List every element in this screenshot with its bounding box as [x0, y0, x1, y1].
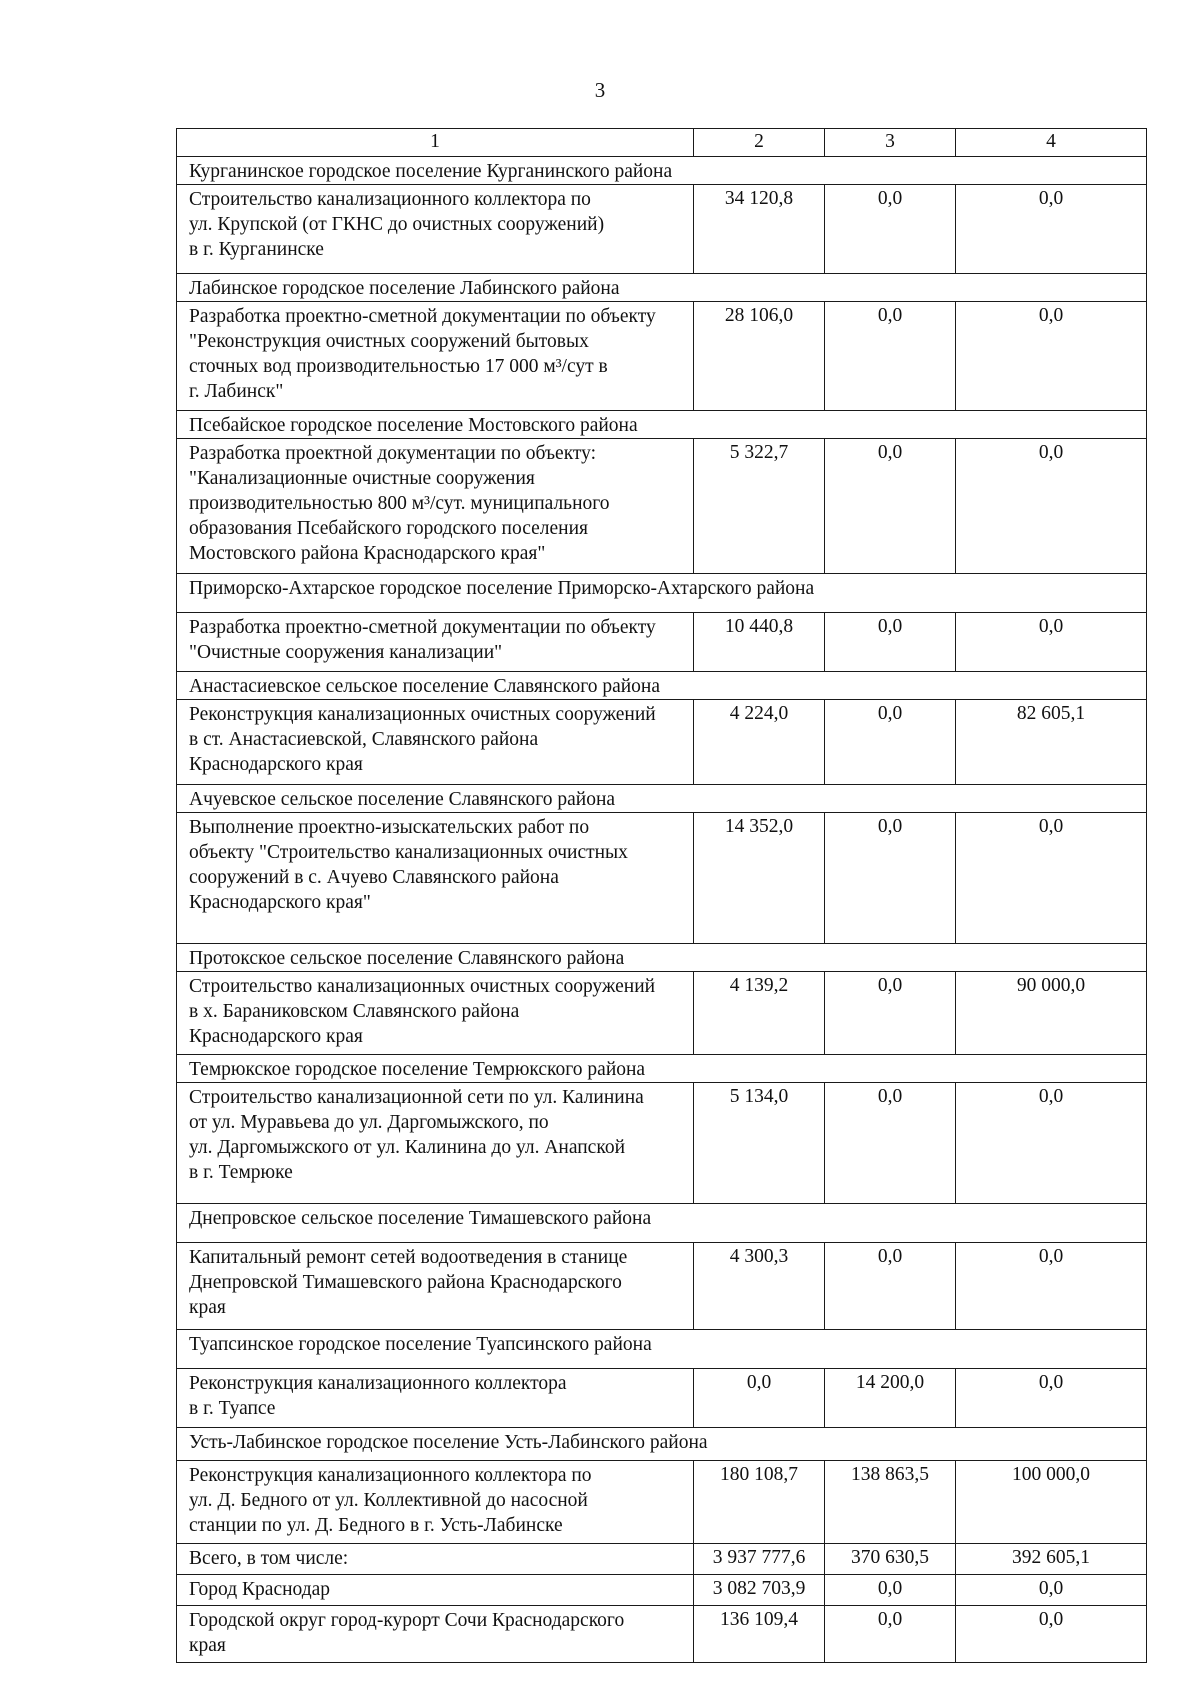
- description-line: производительностью 800 м³/сут. муниципального: [189, 493, 610, 514]
- description-line: сооружений в с. Ачуево Славянского района: [189, 867, 559, 888]
- section-title: Лабинское городское поселение Лабинского района: [177, 274, 1147, 302]
- value-col-2: 136 109,4: [694, 1606, 825, 1663]
- description-line: в г. Темрюке: [189, 1162, 293, 1183]
- value-col-2: 180 108,7: [694, 1461, 825, 1544]
- description-line: станции по ул. Д. Бедного в г. Усть-Лабинске: [189, 1515, 563, 1536]
- value-col-3: 0,0: [825, 439, 956, 574]
- description-line: в г. Туапсе: [189, 1398, 276, 1419]
- value-col-2: 3 082 703,9: [694, 1575, 825, 1606]
- table-row: [177, 439, 1147, 574]
- value-col-4: 0,0: [956, 813, 1147, 944]
- description-line: в г. Курганинске: [189, 239, 324, 260]
- value-col-4: 0,0: [956, 1083, 1147, 1204]
- value-col-4: 0,0: [956, 302, 1147, 411]
- item-description: [177, 185, 694, 274]
- description-line: Строительство канализационных очистных сооружений: [189, 976, 656, 997]
- value-col-3: 0,0: [825, 813, 956, 944]
- item-description: [177, 972, 694, 1055]
- table-row: [177, 1544, 1147, 1575]
- description-line: Строительство канализационной сети по ул. Калинина: [189, 1087, 644, 1108]
- table-row: [177, 1083, 1147, 1204]
- header-col-3: 3: [825, 129, 956, 157]
- value-col-2: 0,0: [694, 1369, 825, 1428]
- table-header-row: [177, 129, 1147, 157]
- section-title: Ачуевское сельское поселение Славянского района: [177, 785, 1147, 813]
- item-description: [177, 1575, 694, 1606]
- value-col-3: 0,0: [825, 1606, 956, 1663]
- table-row: [177, 972, 1147, 1055]
- description-line: Всего, в том числе:: [189, 1548, 349, 1569]
- section-row: [177, 574, 1147, 613]
- budget-table: [176, 128, 1147, 1663]
- table-row: [177, 302, 1147, 411]
- description-line: "Канализационные очистные сооружения: [189, 468, 535, 489]
- item-description: [177, 1083, 694, 1204]
- value-col-4: 0,0: [956, 1606, 1147, 1663]
- item-description: [177, 813, 694, 944]
- item-description: [177, 1461, 694, 1544]
- description-line: Реконструкция канализационных очистных сооружений: [189, 704, 656, 725]
- description-line: Разработка проектно-сметной документации по объекту: [189, 617, 656, 638]
- section-title: Днепровское сельское поселение Тимашевского района: [177, 1204, 1147, 1243]
- description-line: Строительство канализационного коллектора по: [189, 189, 591, 210]
- value-col-3: 370 630,5: [825, 1544, 956, 1575]
- item-description: [177, 1606, 694, 1663]
- value-col-3: 0,0: [825, 302, 956, 411]
- section-title: Протокское сельское поселение Славянского района: [177, 944, 1147, 972]
- section-row: [177, 1330, 1147, 1369]
- value-col-4: 392 605,1: [956, 1544, 1147, 1575]
- description-line: Капитальный ремонт сетей водоотведения в станице: [189, 1247, 628, 1268]
- header-col-4: 4: [956, 129, 1147, 157]
- value-col-3: 0,0: [825, 1243, 956, 1330]
- table-row: [177, 813, 1147, 944]
- value-col-4: 0,0: [956, 1369, 1147, 1428]
- description-line: "Очистные сооружения канализации": [189, 642, 503, 663]
- description-line: образования Псебайского городского поселения: [189, 518, 588, 539]
- value-col-2: 4 300,3: [694, 1243, 825, 1330]
- section-row: [177, 1428, 1147, 1461]
- item-description: [177, 700, 694, 785]
- table-row: [177, 613, 1147, 672]
- section-row: [177, 785, 1147, 813]
- description-line: Краснодарского края: [189, 1026, 363, 1047]
- section-title: Туапсинское городское поселение Туапсинского района: [177, 1330, 1147, 1369]
- description-line: Краснодарского края: [189, 754, 363, 775]
- table-row: [177, 700, 1147, 785]
- description-line: края: [189, 1297, 226, 1318]
- description-line: Город Краснодар: [189, 1579, 331, 1600]
- description-line: края: [189, 1635, 226, 1656]
- value-col-4: 90 000,0: [956, 972, 1147, 1055]
- item-description: [177, 613, 694, 672]
- section-title: Псебайское городское поселение Мостовского района: [177, 411, 1147, 439]
- section-row: [177, 274, 1147, 302]
- description-line: "Реконструкция очистных сооружений бытовых: [189, 331, 589, 352]
- section-row: [177, 157, 1147, 185]
- value-col-3: 0,0: [825, 185, 956, 274]
- table-row: [177, 1243, 1147, 1330]
- description-line: Реконструкция канализационного коллектора: [189, 1373, 567, 1394]
- table-row: [177, 1606, 1147, 1663]
- value-col-2: 14 352,0: [694, 813, 825, 944]
- section-title: Темрюкское городское поселение Темрюкского района: [177, 1055, 1147, 1083]
- table-row: [177, 185, 1147, 274]
- table-row: [177, 1369, 1147, 1428]
- section-title: Приморско-Ахтарское городское поселение Приморско-Ахтарского района: [177, 574, 1147, 613]
- description-line: Днепровской Тимашевского района Краснодарского: [189, 1272, 622, 1293]
- value-col-4: 0,0: [956, 1575, 1147, 1606]
- description-line: объекту "Строительство канализационных очистных: [189, 842, 628, 863]
- description-line: г. Лабинск": [189, 381, 284, 402]
- section-row: [177, 672, 1147, 700]
- value-col-3: 0,0: [825, 1083, 956, 1204]
- value-col-4: 82 605,1: [956, 700, 1147, 785]
- header-col-1: 1: [177, 129, 694, 157]
- value-col-4: 0,0: [956, 185, 1147, 274]
- description-line: в х. Бараниковском Славянского района: [189, 1001, 520, 1022]
- description-line: от ул. Муравьева до ул. Даргомыжского, по: [189, 1112, 549, 1133]
- item-description: [177, 1369, 694, 1428]
- value-col-2: 4 139,2: [694, 972, 825, 1055]
- value-col-2: 3 937 777,6: [694, 1544, 825, 1575]
- item-description: [177, 1243, 694, 1330]
- value-col-3: 0,0: [825, 1575, 956, 1606]
- page-number: 3: [594, 78, 606, 102]
- item-description: [177, 1544, 694, 1575]
- description-line: Реконструкция канализационного коллектора по: [189, 1465, 592, 1486]
- section-row: [177, 411, 1147, 439]
- value-col-2: 10 440,8: [694, 613, 825, 672]
- table-body: [177, 129, 1147, 1663]
- description-line: ул. Даргомыжского от ул. Калинина до ул. Анапской: [189, 1137, 625, 1158]
- value-col-2: 28 106,0: [694, 302, 825, 411]
- value-col-3: 0,0: [825, 972, 956, 1055]
- value-col-2: 34 120,8: [694, 185, 825, 274]
- value-col-4: 0,0: [956, 1243, 1147, 1330]
- header-col-2: 2: [694, 129, 825, 157]
- section-title: Курганинское городское поселение Курганинского района: [177, 157, 1147, 185]
- value-col-3: 0,0: [825, 613, 956, 672]
- section-row: [177, 1055, 1147, 1083]
- table-row: [177, 1461, 1147, 1544]
- value-col-2: 4 224,0: [694, 700, 825, 785]
- item-description: [177, 302, 694, 411]
- value-col-3: 0,0: [825, 700, 956, 785]
- value-col-4: 100 000,0: [956, 1461, 1147, 1544]
- description-line: ул. Д. Бедного от ул. Коллективной до насосной: [189, 1490, 588, 1511]
- section-row: [177, 944, 1147, 972]
- value-col-4: 0,0: [956, 439, 1147, 574]
- section-title: Усть-Лабинское городское поселение Усть-Лабинского района: [177, 1428, 1147, 1461]
- item-description: [177, 439, 694, 574]
- description-line: Городской округ город-курорт Сочи Краснодарского: [189, 1610, 625, 1631]
- section-title: Анастасиевское сельское поселение Славянского района: [177, 672, 1147, 700]
- description-line: Мостовского района Краснодарского края": [189, 543, 546, 564]
- description-line: в ст. Анастасиевской, Славянского района: [189, 729, 539, 750]
- value-col-2: 5 322,7: [694, 439, 825, 574]
- description-line: сточных вод производительностью 17 000 м³/сут в: [189, 356, 608, 377]
- value-col-3: 14 200,0: [825, 1369, 956, 1428]
- section-row: [177, 1204, 1147, 1243]
- description-line: Разработка проектной документации по объекту:: [189, 443, 597, 464]
- table-row: [177, 1575, 1147, 1606]
- description-line: Разработка проектно-сметной документации по объекту: [189, 306, 656, 327]
- description-line: Краснодарского края": [189, 892, 371, 913]
- value-col-4: 0,0: [956, 613, 1147, 672]
- value-col-3: 138 863,5: [825, 1461, 956, 1544]
- value-col-2: 5 134,0: [694, 1083, 825, 1204]
- description-line: ул. Крупской (от ГКНС до очистных сооружений): [189, 214, 605, 235]
- description-line: Выполнение проектно-изыскательских работ по: [189, 817, 590, 838]
